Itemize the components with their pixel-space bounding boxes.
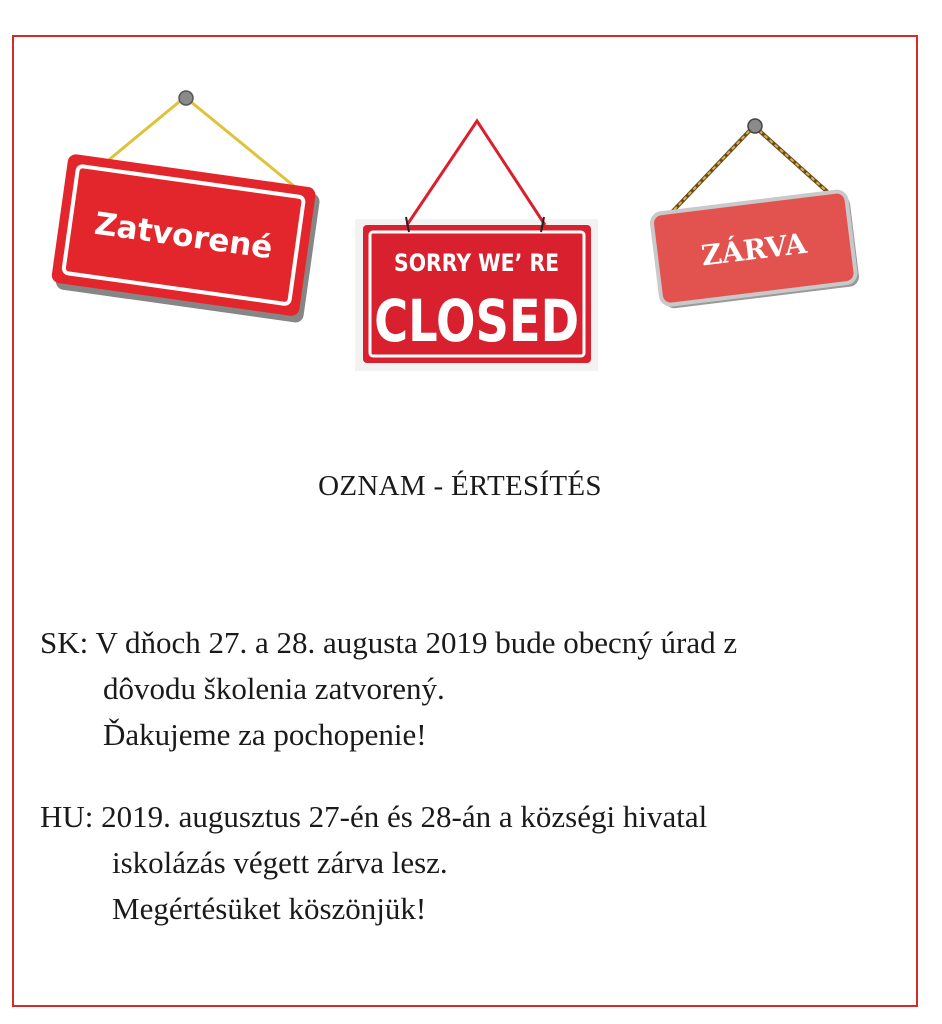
sign-text-sorry: SORRY WE’ RE [394, 249, 560, 278]
notice-sk [40, 620, 737, 758]
hu-text-1: 2019. augusztus 27-én és 28-án a községi hivatal [101, 799, 708, 834]
notice-hu [40, 794, 707, 932]
zatvorene-sign-image [55, 85, 325, 330]
sign-text-closed: CLOSED [374, 287, 580, 356]
hu-line-1 [40, 794, 707, 840]
sign-string [407, 121, 545, 225]
zarva-sign-image [650, 112, 865, 302]
closed-sign-image [355, 115, 600, 373]
hu-line-3: Megértésüket köszönjük! [112, 891, 427, 926]
nail-icon [179, 91, 193, 105]
sk-text-1: V dňoch 27. a 28. augusta 2019 bude obecný úrad z [95, 625, 738, 660]
notice-heading: OZNAM - ÉRTESÍTÉS [318, 470, 602, 502]
sign-string [105, 97, 185, 163]
sk-line-1 [40, 620, 737, 666]
hu-language-tag: HU: [40, 799, 94, 834]
sign-text-zarva: ZÁRVA [699, 226, 809, 273]
sk-line-3: Ďakujeme za pochopenie! [103, 717, 427, 752]
nail-icon [748, 119, 762, 133]
hu-line-2: iskolázás végett zárva lesz. [112, 845, 448, 880]
sign-text-zatvorene: Zatvorené [92, 205, 275, 267]
sk-line-2: dôvodu školenia zatvorený. [103, 671, 445, 706]
sk-language-tag: SK: [40, 625, 89, 660]
